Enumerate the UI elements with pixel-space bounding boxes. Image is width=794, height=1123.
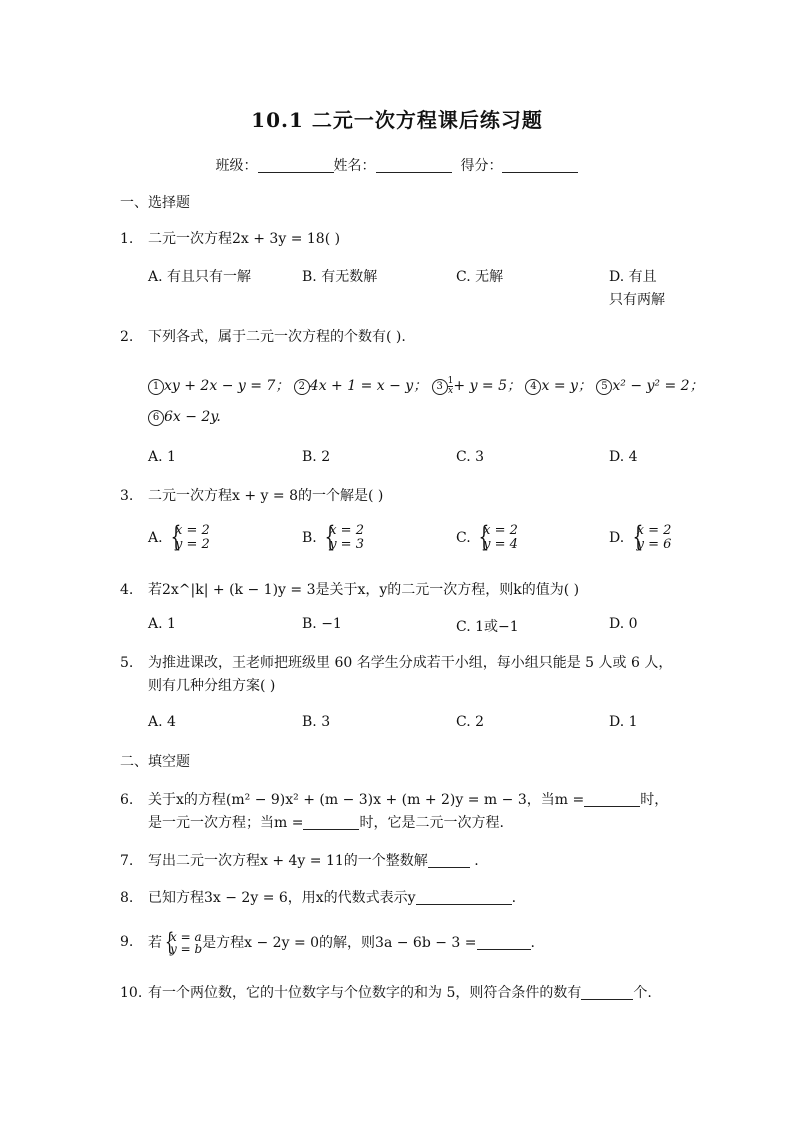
question-number: 3. xyxy=(120,488,134,504)
system-x: x = 2 xyxy=(636,523,672,538)
option-a[interactable]: A. 1 xyxy=(148,616,176,632)
option-a[interactable]: A. 有且只有一解 xyxy=(148,269,252,285)
equation-system: { x = 2 y = 4 xyxy=(478,520,518,553)
score-blank[interactable] xyxy=(502,157,578,173)
question-text: 二元一次方程x + y = 8的一个解是( ) xyxy=(148,488,384,504)
q2-expression-line-2 xyxy=(148,409,221,426)
system-x: x = a xyxy=(170,930,202,944)
option-a[interactable]: A. 4 xyxy=(148,714,176,730)
option-d[interactable]: D. 0 xyxy=(609,616,638,632)
question-number: 8. xyxy=(120,890,134,906)
question-1 xyxy=(120,228,680,251)
question-7 xyxy=(120,850,680,873)
option-label: B. xyxy=(302,530,317,546)
option-b[interactable] xyxy=(302,520,364,553)
question-3 xyxy=(120,485,680,508)
question-number: 7. xyxy=(120,853,134,869)
q8-end: . xyxy=(511,890,517,906)
question-text: 若2x^|k| + (k − 1)y = 3是关于x，y的二元一次方程，则k的值为( ) xyxy=(148,582,580,598)
answer-blank[interactable] xyxy=(303,814,359,830)
q6-text-part-3: 时，它是二元一次方程. xyxy=(359,815,504,831)
class-label: 班级： xyxy=(215,158,258,174)
q7-text: 写出二元一次方程x + 4y = 11的一个整数解 xyxy=(148,853,428,869)
q2-item-3: + y = 5； xyxy=(453,378,522,394)
class-blank[interactable] xyxy=(258,157,334,173)
option-a[interactable]: A. 1 xyxy=(148,449,176,465)
question-text xyxy=(148,850,680,873)
system-y: y = b xyxy=(170,942,203,956)
q8-text: 已知方程3x − 2y = 6，用x的代数式表示y xyxy=(148,890,416,906)
circled-number: 2 xyxy=(294,379,310,395)
question-text xyxy=(148,789,680,835)
section-heading-fill: 二、填空题 xyxy=(120,754,190,770)
q2-item-5: x² − y² = 2； xyxy=(612,378,704,394)
circled-number: 5 xyxy=(596,379,612,395)
circled-number: 1 xyxy=(148,379,164,395)
question-6 xyxy=(120,789,680,835)
answer-blank[interactable] xyxy=(428,852,470,868)
question-number: 9. xyxy=(120,934,134,950)
system-y: y = 2 xyxy=(175,537,210,552)
option-label: C. xyxy=(456,530,471,546)
question-10 xyxy=(120,982,680,1005)
option-c[interactable]: C. 1或−1 xyxy=(456,619,519,635)
question-text: 下列各式，属于二元一次方程的个数有( ). xyxy=(148,329,406,345)
q2-item-4: x = y； xyxy=(541,378,592,394)
fraction-1-over-x: $\frac{1}{x}$ xyxy=(447,375,454,396)
option-d[interactable] xyxy=(609,520,672,553)
q9-text: 是方程x − 2y = 0的解，则3a − 6b − 3 = xyxy=(202,935,477,951)
answer-blank[interactable] xyxy=(581,984,633,1000)
option-b[interactable]: B. 有无数解 xyxy=(302,269,378,285)
answer-blank[interactable] xyxy=(416,889,512,905)
score-label: 得分： xyxy=(460,158,503,174)
question-5 xyxy=(120,652,680,698)
question-number: 10. xyxy=(120,985,143,1001)
answer-blank[interactable] xyxy=(477,934,531,950)
question-4 xyxy=(120,579,680,602)
name-blank[interactable] xyxy=(376,157,452,173)
option-d[interactable]: D. 4 xyxy=(609,449,638,465)
option-b[interactable]: B. 2 xyxy=(302,449,331,465)
equation-system: { x = 2 y = 3 xyxy=(324,520,364,553)
system-x: x = 2 xyxy=(175,523,210,538)
option-a[interactable] xyxy=(148,520,210,553)
q10-text: 有一个两位数，它的十位数字与个位数字的和为 5，则符合条件的数有 xyxy=(148,985,582,1001)
question-number: 6. xyxy=(120,792,134,808)
question-number: 4. xyxy=(120,582,134,598)
student-info-line xyxy=(0,155,794,175)
q6-text-part-2: 时，是一元一次方程；当m = xyxy=(148,792,669,831)
question-text: 二元一次方程2x + 3y = 18( ) xyxy=(148,231,341,247)
circled-number: 3 xyxy=(432,379,448,395)
q2-item-2: 4x + 1 = x − y； xyxy=(309,378,428,394)
circled-number: 4 xyxy=(525,379,541,395)
q9-end: . xyxy=(530,935,535,951)
system-y: y = 3 xyxy=(329,537,364,552)
equation-system: { x = 2 y = 6 xyxy=(632,520,672,553)
option-b[interactable]: B. 3 xyxy=(302,714,331,730)
option-c[interactable] xyxy=(456,520,518,553)
q6-text-part-1: 关于x的方程(m² − 9)x² + (m − 3)x + (m + 2)y = m − 3，当m = xyxy=(148,792,585,808)
question-2 xyxy=(120,326,680,349)
q2-expression-line-1 xyxy=(148,375,704,396)
question-8 xyxy=(120,887,680,910)
page-title: 10.1 二元一次方程课后练习题 xyxy=(251,108,543,132)
question-text xyxy=(148,928,680,956)
question-text xyxy=(148,982,680,1005)
option-b[interactable]: B. −1 xyxy=(302,616,342,632)
q9-prefix: 若 xyxy=(148,935,162,951)
q2-item-6: 6x − 2y. xyxy=(164,409,221,425)
option-c[interactable]: C. 2 xyxy=(456,714,485,730)
equation-system: { x = 2 y = 2 xyxy=(170,520,210,553)
q7-end: . xyxy=(474,853,479,869)
name-label: 姓名： xyxy=(333,158,376,174)
equation-system: { x = a y = b xyxy=(165,928,203,956)
question-text xyxy=(148,887,680,910)
answer-blank[interactable] xyxy=(584,791,640,807)
question-number: 5. xyxy=(120,655,134,671)
option-label: A. xyxy=(148,530,163,546)
system-y: y = 6 xyxy=(636,537,672,552)
system-x: x = 2 xyxy=(483,523,518,538)
system-y: y = 4 xyxy=(483,537,518,552)
question-9 xyxy=(120,928,680,956)
option-c[interactable]: C. 无解 xyxy=(456,269,504,285)
q2-item-1: xy + 2x − y = 7； xyxy=(164,378,290,394)
section-heading-choice: 一、选择题 xyxy=(120,195,190,211)
circled-number: 6 xyxy=(148,410,164,426)
question-number: 2. xyxy=(120,329,134,345)
option-label: D. xyxy=(609,530,625,546)
system-x: x = 2 xyxy=(329,523,364,538)
option-d[interactable]: D. 1 xyxy=(609,714,638,730)
q10-end: 个. xyxy=(633,985,652,1001)
question-number: 1. xyxy=(120,231,134,247)
option-d[interactable]: D. 有且只有两解 xyxy=(609,269,665,308)
question-text: 为推进课改，王老师把班级里 60 名学生分成若干小组，每小组只能是 5 人或 6 人，则有几种分组方案( ) xyxy=(148,655,673,694)
option-c[interactable]: C. 3 xyxy=(456,449,485,465)
